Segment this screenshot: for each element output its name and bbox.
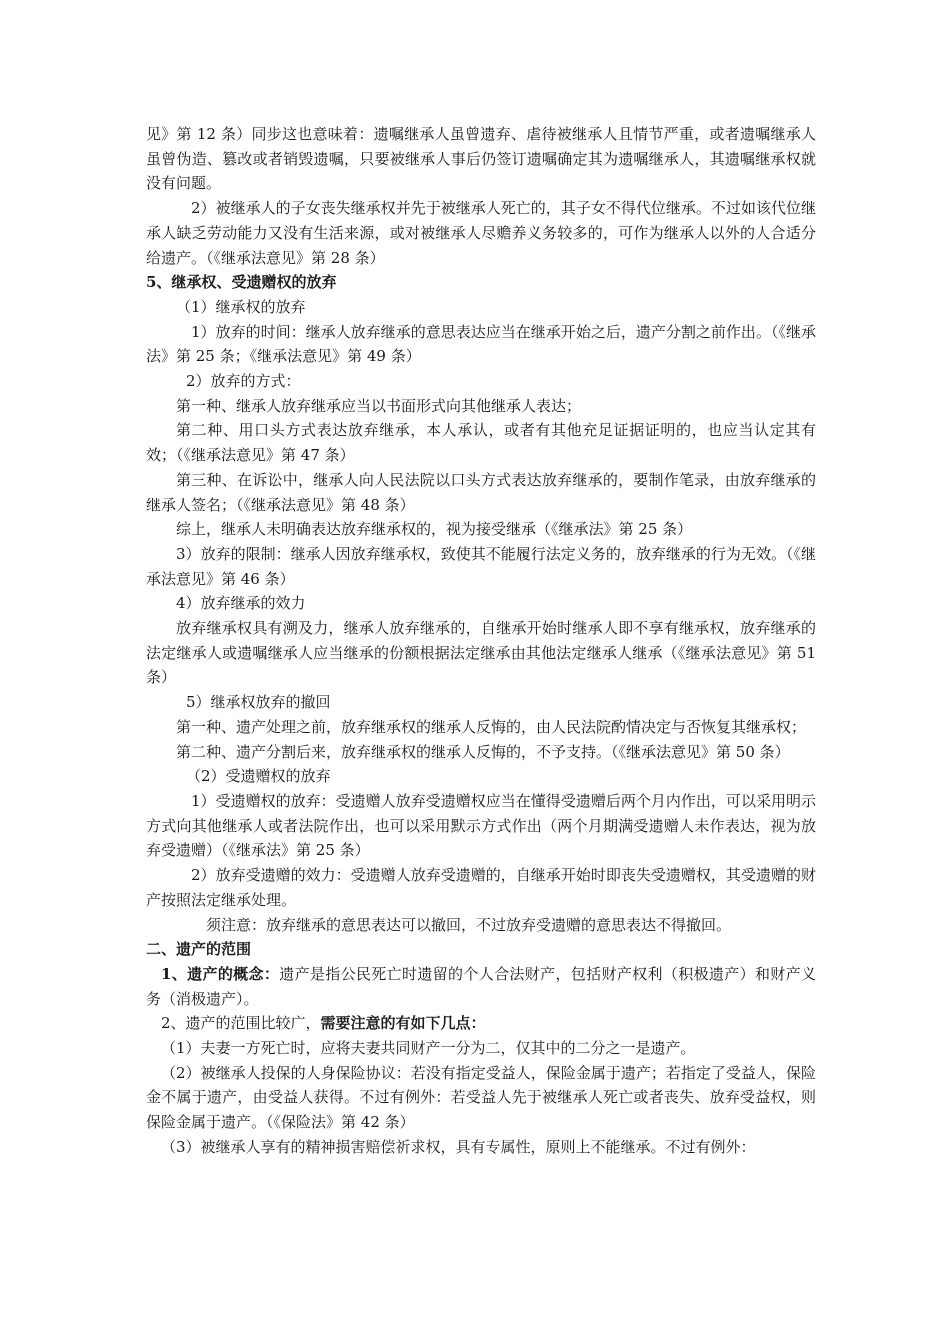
scope-emphasis: 需要注意的有如下几点： [320,1014,486,1033]
paragraph [146,962,816,1011]
paragraph: 第一种、遗产处理之前，放弃继承权的继承人反悔的，由人民法院酌情决定与否恢复其继承权； [176,717,807,736]
paragraph: 第二种、用口头方式表达放弃继承，本人承认，或者有其他充足证据证明的，也应当认定其有效；（《继承法意见》第 47 条） [146,421,816,465]
paragraph: 5）继承权放弃的撤回 [186,693,331,712]
paragraph [146,1011,816,1036]
section-heading: 5、继承权、受遗赠权的放弃 [146,273,337,292]
subsection-heading: （2）受遗赠权的放弃 [186,767,331,786]
section-heading: 二、遗产的范围 [146,940,252,959]
scope-text: 2、遗产的范围比较广， [161,1014,321,1033]
paragraph: 2）放弃受遗赠的效力：受遗赠人放弃受遗赠的，自继承开始时即丧失受遗赠权，其受遗赠的财产按照法定继承处理。 [146,866,816,909]
note-paragraph: 须注意：放弃继承的意思表达可以撤回，不过放弃受遗赠的意思表达不得撤回。 [206,915,732,934]
paragraph: （3）被继承人享有的精神损害赔偿祈求权，具有专属性，原则上不能继承。不过有例外： [161,1137,756,1156]
paragraph: 放弃继承权具有溯及力，继承人放弃继承的，自继承开始时继承人即不享有继承权，放弃继承的法定继承人或遗嘱继承人应当继承的份额根据法定继承由其他法定继承人继承（《继承法意见》第 51 条） [146,619,816,687]
subsection-heading: （1）继承权的放弃 [176,297,306,316]
paragraph: 综上，继承人未明确表达放弃继承权的，视为接受继承（《继承法》第 25 条） [176,520,693,539]
paragraph: 3）放弃的限制：继承人因放弃继承权，致使其不能履行法定义务的，放弃继承的行为无效。（《继承法意见》第 46 条） [146,544,816,588]
paragraph: 2）被继承人的子女丧失继承权并先于被继承人死亡的，其子女不得代位继承。不过如该代位继承人缺乏劳动能力又没有生活来源，或对被继承人尽赡养义务较多的，可作为继承人以外的人合适分给遗产。（《继承法意见》第 28 条） [146,199,816,267]
document-body [146,122,816,1160]
paragraph: 第二种、遗产分割后来，放弃继承权的继承人反悔的，不予支持。（《继承法意见》第 50 条） [176,742,790,761]
paragraph: 第三种、在诉讼中，继承人向人民法院以口头方式表达放弃继承的，要制作笔录，由放弃继承的继承人签名；（《继承法意见》第 48 条） [146,470,816,514]
paragraph: 第一种、继承人放弃继承应当以书面形式向其他继承人表达； [176,396,582,415]
concept-label: 1、遗产的概念： [161,964,280,983]
paragraph: （2）被继承人投保的人身保险协议：若没有指定受益人，保险金属于遗产；若指定了受益人，保险金不属于遗产，由受益人获得。不过有例外：若受益人先于被继承人死亡或者丧失、放弃受益权，则保险金属于遗产。（《保险法》第 42 条） [146,1063,816,1132]
paragraph: 1）受遗赠权的放弃：受遗赠人放弃受遗赠权应当在懂得受遗赠后两个月内作出，可以采用明示方式向其他继承人或者法院作出，也可以采用默示方式作出（两个月期满受遗赠人未作表达，视为放弃受遗赠）（《继承法》第 25 条） [146,791,816,860]
concept-text: 遗产是指公民死亡时遗留的个人合法财产，包括财产权利（积极遗产）和财产义务（消极遗产）。 [146,964,816,1008]
paragraph: （1）夫妻一方死亡时，应将夫妻共同财产一分为二，仅其中的二分之一是遗产。 [161,1039,696,1058]
paragraph: 见》第 12 条）同步这也意味着：遗嘱继承人虽曾遗弃、虐待被继承人且情节严重，或者遗嘱继承人虽曾伪造、篡改或者销毁遗嘱，只要被继承人事后仍签订遗嘱确定其为遗嘱继承人，其遗嘱继承权就没有问题。 [146,125,816,193]
paragraph: 4）放弃继承的效力 [176,594,306,613]
paragraph: 2）放弃的方式： [186,372,301,391]
paragraph: 1）放弃的时间：继承人放弃继承的意思表达应当在继承开始之后，遗产分割之前作出。（《继承法》第 25 条；《继承法意见》第 49 条） [146,322,816,366]
